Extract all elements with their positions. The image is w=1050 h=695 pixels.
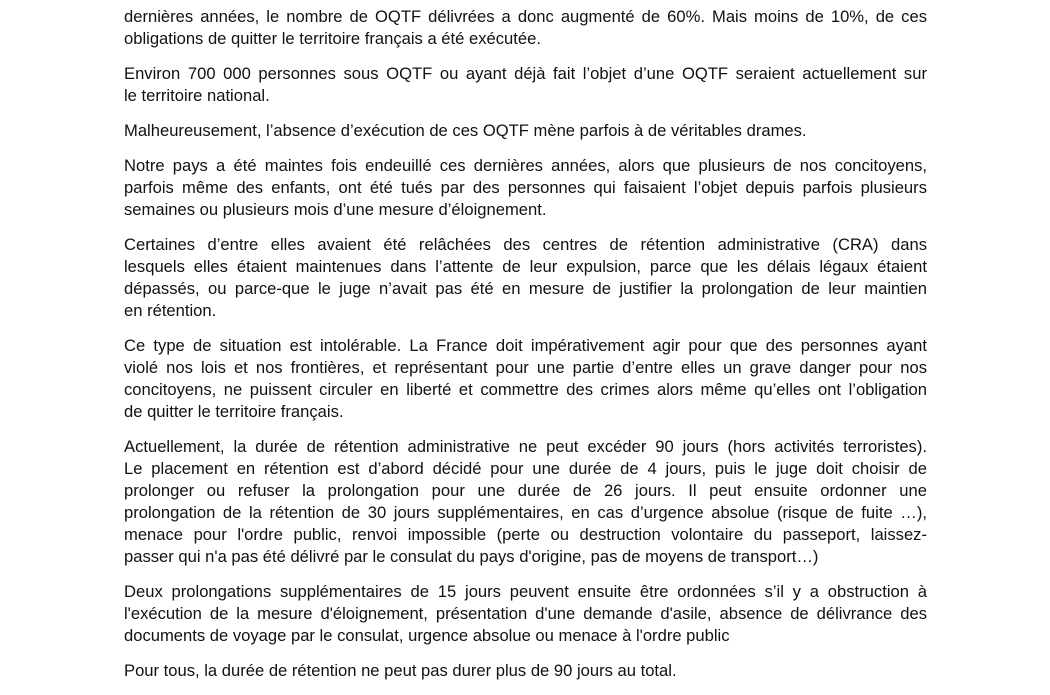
text-line: passer qui n'a pas été délivré par le consulat du pays d'origine, pas de moyens de transport…) xyxy=(124,547,819,566)
text-line: violé nos lois et nos frontières, et représentant pour une partie d’entre elles un grave danger pour nos xyxy=(124,358,927,377)
text-line: de quitter le territoire français. xyxy=(124,402,344,421)
text-line: Pour tous, la durée de rétention ne peut pas durer plus de 90 jours au total. xyxy=(124,661,677,680)
text-line: documents de voyage par le consulat, urgence absolue ou menace à l'ordre public xyxy=(124,626,730,645)
text-line: lesquels elles étaient maintenues dans l’attente de leur expulsion, parce que les délais légaux étaient xyxy=(124,257,927,276)
paragraph xyxy=(124,436,927,568)
paragraph xyxy=(124,335,927,423)
document-body xyxy=(124,6,927,695)
text-line: Ce type de situation est intolérable. La France doit impérativement agir pour que des personnes ayant xyxy=(124,336,927,355)
text-line: menace pour l'ordre public, renvoi impossible (perte ou destruction volontaire du passeport, laissez- xyxy=(124,525,927,544)
text-line: concitoyens, ne puissent circuler en liberté et commettre des crimes alors même qu’elles ont l’obligation xyxy=(124,380,927,399)
text-line: Deux prolongations supplémentaires de 15 jours peuvent ensuite être ordonnées s’il y a obstruction à xyxy=(124,582,927,601)
text-line: prolongation de la rétention de 30 jours supplémentaires, en cas d’urgence absolue (risque de fuite …), xyxy=(124,503,927,522)
text-line: obligations de quitter le territoire français a été exécutée. xyxy=(124,29,541,48)
text-line: semaines ou plusieurs mois d’une mesure d’éloignement. xyxy=(124,200,547,219)
text-line: Notre pays a été maintes fois endeuillé ces dernières années, alors que plusieurs de nos concitoyens, xyxy=(124,156,927,175)
text-line: Environ 700 000 personnes sous OQTF ou ayant déjà fait l’objet d’une OQTF seraient actuellement sur xyxy=(124,64,927,83)
paragraph xyxy=(124,155,927,221)
text-line: dernières années, le nombre de OQTF délivrées a donc augmenté de 60%. Mais moins de 10%, de ces xyxy=(124,7,927,26)
text-line: l'exécution de la mesure d'éloignement, présentation d'une demande d'asile, absence de délivrance des xyxy=(124,604,927,623)
text-line: prolonger ou refuser la prolongation pour une durée de 26 jours. Il peut ensuite ordonner une xyxy=(124,481,927,500)
text-line: en rétention. xyxy=(124,301,217,320)
paragraph xyxy=(124,120,927,142)
paragraph xyxy=(124,63,927,107)
text-line: dépassés, ou parce-que le juge n’avait pas été en mesure de justifier la prolongation de leur maintien xyxy=(124,279,927,298)
text-line: Le placement en rétention est d’abord décidé pour une durée de 4 jours, puis le juge doit choisir de xyxy=(124,459,927,478)
text-line: le territoire national. xyxy=(124,86,270,105)
paragraph xyxy=(124,6,927,50)
text-line: Certaines d’entre elles avaient été relâchées des centres de rétention administrative (CRA) dans xyxy=(124,235,927,254)
paragraph xyxy=(124,234,927,322)
text-line: Actuellement, la durée de rétention administrative ne peut excéder 90 jours (hors activités terroristes). xyxy=(124,437,927,456)
text-line: parfois même des enfants, ont été tués par des personnes qui faisaient l’objet depuis parfois plusieurs xyxy=(124,178,927,197)
text-line: Malheureusement, l’absence d’exécution de ces OQTF mène parfois à de véritables drames. xyxy=(124,121,807,140)
paragraph xyxy=(124,660,927,682)
paragraph xyxy=(124,581,927,647)
